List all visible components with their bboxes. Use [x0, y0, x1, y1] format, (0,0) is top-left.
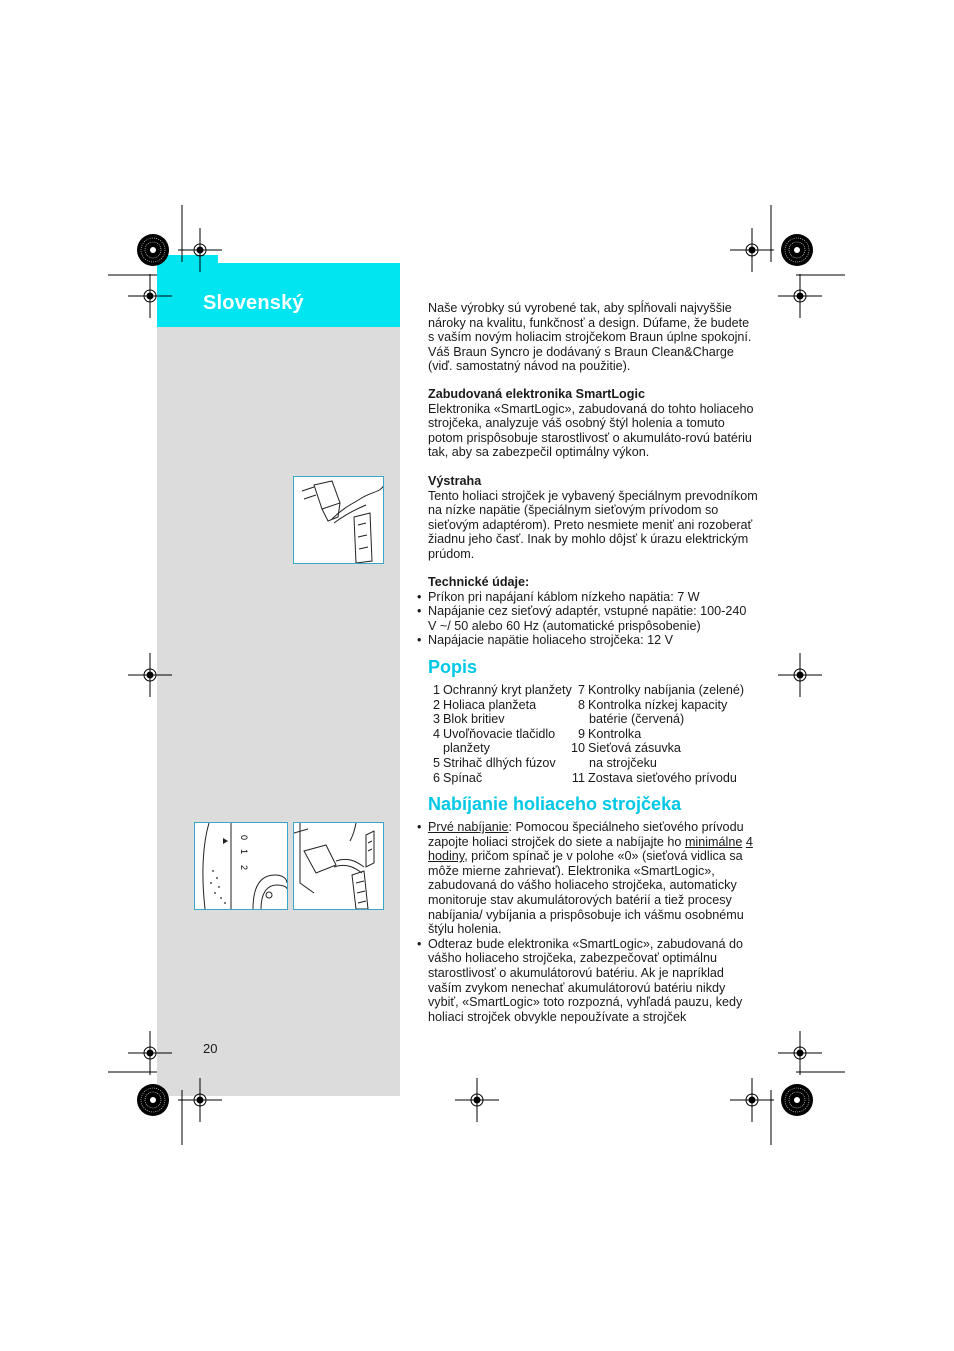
part-label: Holiaca planžeta [443, 697, 537, 712]
part-label: Ochranný kryt planžety [443, 683, 572, 697]
part-number: 3 [432, 712, 440, 727]
language-title: Slovenský [203, 292, 304, 314]
part-label: Kontrolka nízkej kapacity [588, 697, 728, 712]
switch-label-0: 0 [239, 835, 249, 841]
registration-cross-icon [778, 1031, 822, 1075]
registration-cross-icon [455, 1078, 499, 1122]
part-label: Uvoľňovacie tlačidlo [443, 726, 556, 741]
first-charge-label: Prvé nabíjanie [428, 820, 509, 834]
registration-cross-icon [778, 653, 822, 697]
part-label: Kontrolka [588, 726, 642, 741]
registration-cross-icon [730, 228, 774, 272]
registration-cross-icon [128, 653, 172, 697]
switch-label-2: 2 [239, 865, 249, 871]
warning-heading: Výstraha [428, 474, 482, 488]
part-number: 5 [432, 755, 440, 770]
part-label-continued: batérie (červená) [589, 712, 685, 727]
part-number: 9 [577, 726, 585, 741]
part-number: 2 [432, 697, 440, 712]
minimum-label: minimálne [684, 834, 743, 849]
part-label: Sieťová zásuvka [588, 741, 681, 756]
hours-label: 4 hodiny [428, 834, 753, 864]
specs-heading: Technické údaje: [428, 575, 530, 589]
first-charge-text-1: : Pomocou špeciálneho sieťového prívodu zapojte holiaci strojček do siete a nabíjajte ho [428, 820, 744, 849]
part-number: 4 [432, 726, 440, 741]
first-charge-text-2: , pričom spínač je v polohe «0» (sieťová vidlica sa môže mierne zahrievať). Elektronika «SmartLogic», zabudovaná do vášho holiaceho strojčeka, automaticky monitoruje stav akumulátorových batérií a tiež procesy nabíjania/ vybíjania a prispôsobuje ich vášmu osobnému štýlu holenia. [428, 849, 744, 937]
charging-second-item: • Odteraz bude elektronika «SmartLogic», zabudovaná do vášho holiaceho strojčeka, zabezpečovať optimálnu starostlivosť o akumulátorovú batériu. Ak je napríklad vaším zvykom nenechať akumulátorovú batériu nikdy vybiť, «SmartLogic» toto rozpozná, vyhľadá pauzu, kedy holiaci strojček obvykle nepoužívate a strojček [428, 937, 758, 1025]
warning-text: Tento holiaci strojček je vybavený špeciálnym prevodníkom na nízke napätie (špeciálnym sieťovým prívodom so sieťovým adaptérom). Preto nesmiete meniť ani rozoberať žiadnu jeho časť. Inak by mohlo dôjsť k úrazu elektrickým prúdom. [428, 488, 758, 561]
part-number: 7 [577, 683, 585, 697]
smartlogic-text: Elektronika «SmartLogic», zabudovaná do tohto holiaceho strojčeka, analyzuje váš osobný štýl holenia a tomuto potom prispôsobuje starostlivosť o akumuláto-rovú batériu tak, aby sa zabezpečil optimálny výkon. [428, 401, 754, 460]
registration-cross-icon [128, 1031, 172, 1075]
intro-text: Naše výrobky sú vyrobené tak, aby spĺňovali najvyššie nároky na kvalitu, funkčnosť a design. Dúfame, že budete s vaším novým holiacim strojčekom Braun úplne spokojní. Váš Braun Syncro je dodávaný s Braun Clean&Charge (viď. samostatný návod na použitie). [428, 301, 752, 374]
charging-heading: Nabíjanie holiaceho strojčeka [428, 794, 682, 814]
smartlogic-heading: Zabudovaná elektronika SmartLogic [428, 387, 645, 401]
registration-cross-icon [128, 274, 172, 318]
starburst-mark [137, 1084, 169, 1116]
registration-cross-icon [778, 274, 822, 318]
part-label: Spínač [443, 770, 483, 785]
spec-item: • Napájacie napätie holiaceho strojčeka: 12 V [428, 633, 758, 648]
spec-item: • Napájanie cez sieťový adaptér, vstupné napätie: 100-240 V ~/ 50 alebo 60 Hz (automatické prispôsobenie) [428, 604, 758, 633]
starburst-mark [781, 1084, 813, 1116]
part-number: 1 [432, 683, 440, 697]
part-number: 10 [571, 741, 586, 756]
part-number: 6 [432, 770, 440, 785]
spec-item: • Príkon pri napájaní káblom nízkeho napätia: 7 W [428, 590, 758, 605]
switch-label-1: 1 [239, 849, 249, 855]
part-label: Kontrolky nabíjania (zelené) [588, 683, 745, 697]
registration-cross-icon [178, 1078, 222, 1122]
part-number: 8 [577, 697, 585, 712]
part-label: Blok britiev [443, 712, 505, 727]
part-label-continued: na strojčeku [589, 755, 657, 770]
page-number: 20 [203, 1041, 218, 1056]
starburst-mark [137, 234, 169, 266]
part-label: Strihač dlhých fúzov [443, 755, 556, 770]
starburst-mark [781, 234, 813, 266]
part-label: Zostava sieťového prívodu [588, 770, 737, 785]
part-number: 11 [571, 770, 585, 785]
description-heading: Popis [428, 657, 478, 677]
registration-cross-icon [730, 1078, 774, 1122]
part-label-continued: planžety [443, 741, 490, 756]
registration-cross-icon [178, 228, 222, 272]
